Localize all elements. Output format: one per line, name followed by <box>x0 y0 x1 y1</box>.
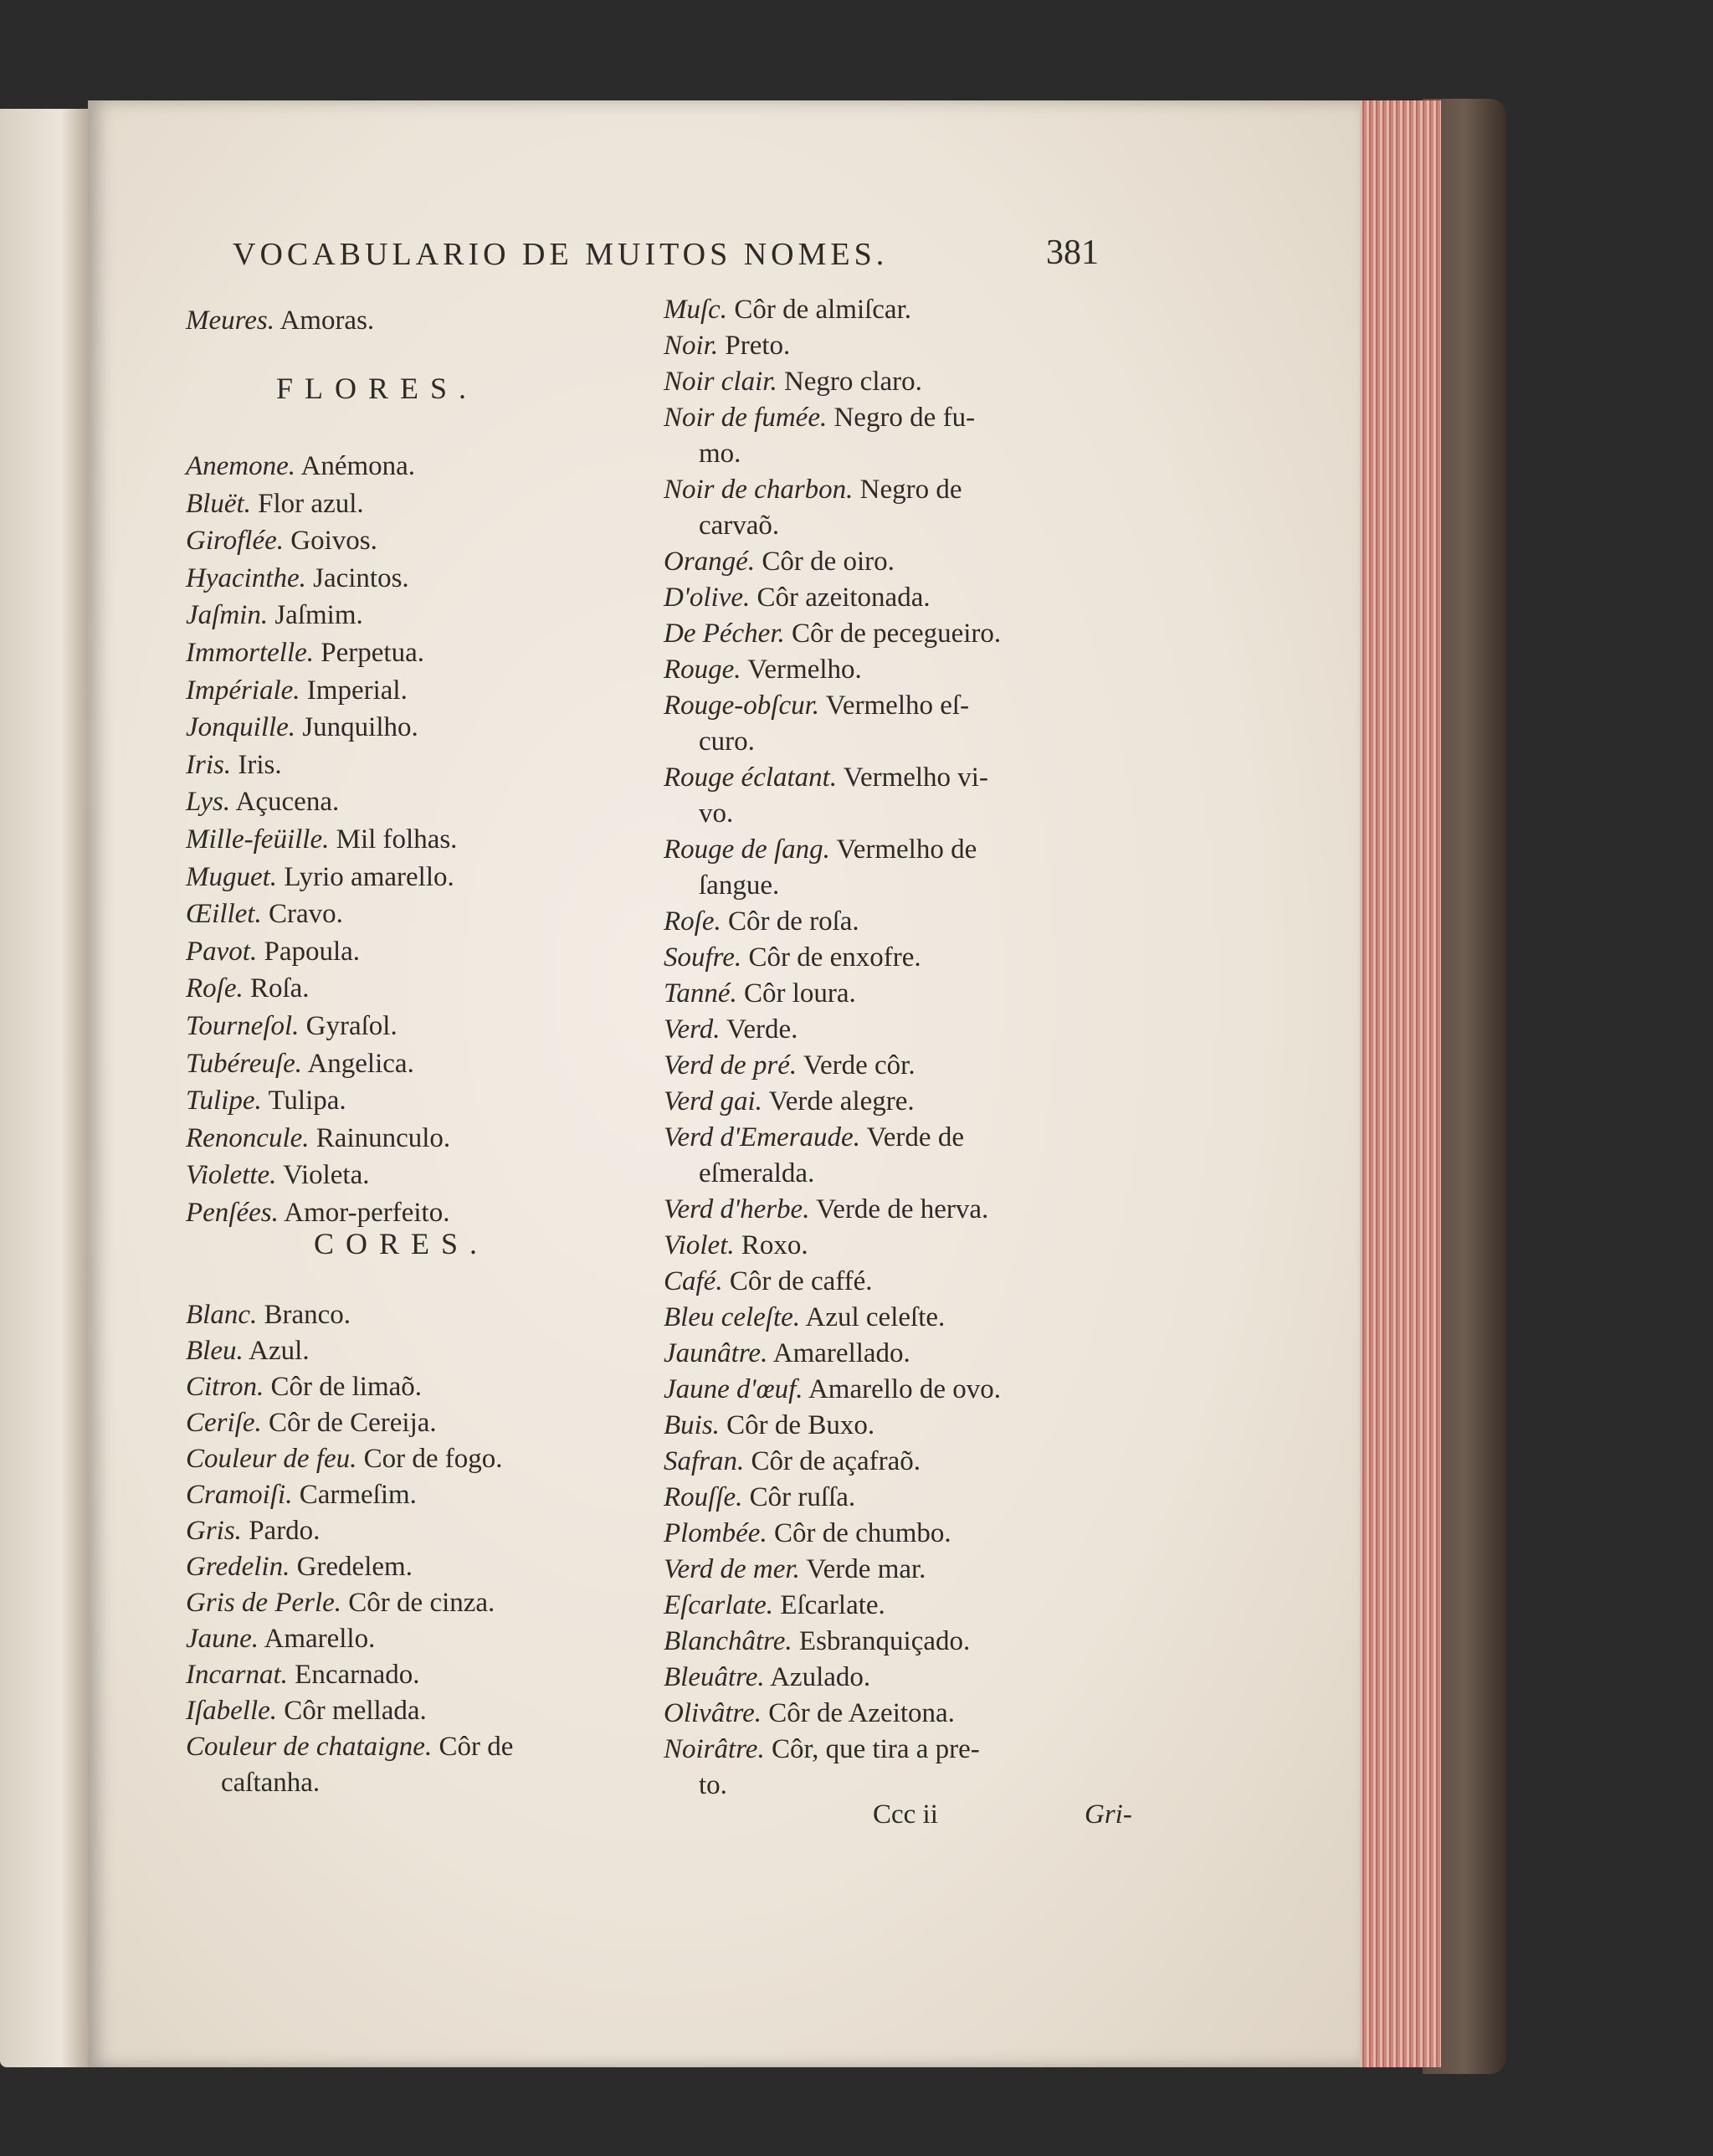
portuguese-translation: Amarello. <box>264 1624 376 1654</box>
vocabulary-entry <box>664 760 1001 796</box>
portuguese-translation: Cravo. <box>268 899 343 930</box>
vocabulary-entry <box>186 1297 513 1333</box>
french-term: Impériale. <box>186 675 300 706</box>
french-term: Muguet. <box>186 861 278 892</box>
portuguese-translation: Verde côr. <box>803 1050 915 1081</box>
vocabulary-entry <box>664 652 1001 688</box>
french-term: Noir de fumée. <box>664 403 828 433</box>
entry-continuation: vo. <box>699 798 734 829</box>
french-term: Bleu celeſte. <box>664 1302 801 1332</box>
french-term: Couleur de feu. <box>186 1444 357 1474</box>
french-term: Gris. <box>186 1516 242 1546</box>
portuguese-translation: Eſcarlate. <box>780 1590 885 1620</box>
vocabulary-entry <box>664 1192 1001 1228</box>
portuguese-translation: Côr de limaõ. <box>270 1372 423 1402</box>
portuguese-translation: Vermelho de <box>836 834 977 865</box>
portuguese-translation: Rainunculo. <box>315 1122 451 1153</box>
vocabulary-entry <box>664 1516 1001 1552</box>
page-fore-edge <box>1357 100 1441 2067</box>
vocabulary-entry <box>186 1621 513 1657</box>
portuguese-translation: Côr de enxofre. <box>748 942 921 973</box>
portuguese-translation: Côr ruſſa. <box>749 1482 856 1512</box>
vocabulary-entry <box>186 1477 513 1513</box>
french-term: Jaunâtre. <box>664 1338 768 1368</box>
portuguese-translation: Roxo. <box>741 1230 808 1260</box>
french-term: Violet. <box>664 1230 735 1260</box>
french-term: Safran. <box>664 1446 745 1476</box>
french-term: Pavot. <box>186 936 258 967</box>
vocabulary-entry <box>186 597 457 634</box>
french-term: Bluët. <box>186 488 251 519</box>
portuguese-translation: Açucena. <box>235 787 340 818</box>
french-term: Ceriſe. <box>186 1408 262 1438</box>
portuguese-translation: Azulado. <box>770 1662 871 1692</box>
portuguese-translation: Flor azul. <box>258 488 364 519</box>
vocabulary-entry <box>186 522 457 560</box>
portuguese-translation: Carmeſim. <box>299 1480 417 1510</box>
portuguese-translation: Amor-perfeito. <box>284 1197 450 1228</box>
portuguese-translation: Esbranquiçado. <box>798 1626 971 1656</box>
french-term: Café. <box>664 1266 723 1296</box>
french-term: Bleuâtre. <box>664 1662 765 1692</box>
vocabulary-entry <box>664 976 1001 1012</box>
french-term: Immortelle. <box>186 637 315 668</box>
entry-continuation: carvaõ. <box>699 511 780 541</box>
french-term: Blanc. <box>186 1300 258 1330</box>
portuguese-translation: Negro de <box>859 475 962 505</box>
portuguese-translation: Lyrio amarello. <box>284 861 454 892</box>
french-term: Lys. <box>186 787 231 818</box>
french-term: Cramoiſi. <box>186 1480 293 1510</box>
portuguese-translation: Iris. <box>238 749 282 780</box>
french-term: Jaune d'œuf. <box>664 1374 803 1404</box>
vocabulary-entry <box>186 1008 457 1045</box>
vocabulary-entry <box>186 896 457 933</box>
vocabulary-entry <box>664 1588 1001 1624</box>
vocabulary-entry <box>664 472 1001 508</box>
french-term: Noir clair. <box>664 367 777 397</box>
portuguese-translation: Negro claro. <box>783 367 922 397</box>
french-term: Noir de charbon. <box>664 475 854 505</box>
vocabulary-entry <box>664 688 1001 724</box>
french-term: Noir. <box>664 331 719 361</box>
french-term: Noirâtre. <box>664 1734 765 1764</box>
portuguese-translation: Vermelho vi- <box>843 762 988 793</box>
cores-list <box>186 1297 513 1801</box>
vocabulary-entry <box>664 1696 1001 1732</box>
portuguese-translation: Junquilho. <box>302 712 418 743</box>
vocabulary-entry <box>186 1157 457 1194</box>
french-term: Anemone. <box>186 451 296 481</box>
vocabulary-entry <box>664 1012 1001 1048</box>
french-term: Penſées. <box>186 1197 279 1228</box>
vocabulary-entry <box>664 580 1001 616</box>
french-term: Mille-feüille. <box>186 824 330 855</box>
vocabulary-entry <box>664 616 1001 652</box>
portuguese-translation: Encarnado. <box>295 1660 420 1690</box>
vocabulary-entry <box>186 560 457 598</box>
vocabulary-entry <box>186 859 457 896</box>
french-term: Hyacinthe. <box>186 562 306 593</box>
portuguese-translation: Verde mar. <box>806 1554 926 1584</box>
french-term: Rouge de ſang. <box>664 834 830 865</box>
vocabulary-entry <box>186 1405 513 1441</box>
vocabulary-entry <box>186 1693 513 1729</box>
entry-continuation: ſangue. <box>699 870 780 901</box>
french-term: Verd. <box>664 1014 721 1045</box>
portuguese-translation: Violeta. <box>283 1160 370 1191</box>
entry-continuation: caſtanha. <box>221 1768 321 1798</box>
vocabulary-entry <box>186 1369 513 1405</box>
vocabulary-entry <box>664 1480 1001 1516</box>
vocabulary-entry <box>664 1048 1001 1084</box>
portuguese-translation: Amarello de ovo. <box>808 1374 1001 1404</box>
portuguese-translation: Verde. <box>726 1014 798 1045</box>
vocabulary-entry <box>186 1082 457 1120</box>
french-term: Gredelin. <box>186 1552 290 1582</box>
portuguese-translation: Roſa. <box>249 973 310 1004</box>
portuguese-translation: Branco. <box>264 1300 351 1330</box>
portuguese-translation: Verde de <box>866 1122 964 1152</box>
portuguese-translation: Jacintos. <box>313 562 409 593</box>
portuguese-translation: Côr azeitonada. <box>756 583 931 613</box>
portuguese-translation: Côr de Buxo. <box>726 1410 875 1440</box>
vocabulary-entry <box>186 1513 513 1549</box>
vocabulary-entry <box>664 1552 1001 1588</box>
french-term: Roſe. <box>186 973 244 1004</box>
portuguese-translation: Preto. <box>725 331 791 361</box>
portuguese-translation: Côr de oiro. <box>762 547 895 577</box>
french-term: Rouge. <box>664 654 741 685</box>
vocabulary-entry <box>186 1549 513 1585</box>
portuguese-translation: Angelica. <box>307 1048 414 1079</box>
vocabulary-entry <box>664 1228 1001 1264</box>
portuguese-translation: Côr de pecegueiro. <box>792 619 1002 649</box>
vocabulary-entry <box>664 292 1001 328</box>
portuguese-translation: Azul. <box>249 1336 310 1366</box>
portuguese-translation: Tulipa. <box>268 1086 346 1116</box>
portuguese-translation: Vermelho eſ- <box>825 690 970 721</box>
vocabulary-entry <box>664 1408 1001 1444</box>
vocabulary-entry <box>664 400 1001 436</box>
french-term: Tubéreuſe. <box>186 1048 303 1079</box>
cores-heading: CORES. <box>314 1227 490 1260</box>
french-term: Verd d'Emeraude. <box>664 1122 860 1152</box>
vocabulary-entry <box>186 783 457 821</box>
vocabulary-entry <box>664 904 1001 940</box>
entry-continuation: curo. <box>699 726 755 757</box>
french-term: Buis. <box>664 1410 720 1440</box>
vocabulary-entry <box>664 1732 1001 1768</box>
french-term: Renoncule. <box>186 1122 310 1153</box>
vocabulary-entry <box>664 1336 1001 1372</box>
vocabulary-entry <box>186 1729 513 1765</box>
portuguese-translation: Côr de Azeitona. <box>768 1698 955 1728</box>
vocabulary-entry <box>186 821 457 859</box>
catchword: Gri- <box>1085 1799 1132 1830</box>
left-intro <box>186 303 374 339</box>
french-term: Verd de mer. <box>664 1554 800 1584</box>
vocabulary-entry <box>664 544 1001 580</box>
portuguese-translation: Cor de fogo. <box>363 1444 503 1474</box>
french-term: Iſabelle. <box>186 1696 278 1726</box>
portuguese-translation: Amoras. <box>280 305 375 336</box>
portuguese-translation: Verde de herva. <box>816 1194 989 1224</box>
vocabulary-entry <box>186 634 457 672</box>
french-term: Muſc. <box>664 295 728 325</box>
vocabulary-entry <box>186 1441 513 1477</box>
vocabulary-entry <box>664 1120 1001 1156</box>
page-number: 381 <box>1046 234 1099 272</box>
french-term: Olivâtre. <box>664 1698 762 1728</box>
french-term: Verd gai. <box>664 1086 762 1116</box>
running-head: VOCABULARIO DE MUITOS NOMES. <box>233 237 889 272</box>
vocabulary-entry <box>664 832 1001 868</box>
french-term: D'olive. <box>664 583 751 613</box>
french-term: Jonquille. <box>186 712 296 743</box>
vocabulary-entry <box>186 1585 513 1621</box>
vocabulary-entry <box>186 303 374 339</box>
portuguese-translation: Côr mellada. <box>284 1696 427 1726</box>
portuguese-translation: Côr loura. <box>743 978 856 1009</box>
vocabulary-entry <box>664 328 1001 364</box>
french-term: Rouſſe. <box>664 1482 743 1512</box>
french-term: Blanchâtre. <box>664 1626 792 1656</box>
portuguese-translation: Mil folhas. <box>336 824 458 855</box>
french-term: Eſcarlate. <box>664 1590 774 1620</box>
vocabulary-entry <box>186 1120 457 1158</box>
vocabulary-entry <box>664 364 1001 400</box>
vocabulary-entry <box>186 1045 457 1083</box>
vocabulary-entry <box>664 1084 1001 1120</box>
french-term: Violette. <box>186 1160 277 1191</box>
french-term: Rouge-obſcur. <box>664 690 820 721</box>
french-term: Tanné. <box>664 978 737 1009</box>
portuguese-translation: Anémona. <box>300 451 416 481</box>
vocabulary-entry <box>664 1264 1001 1300</box>
portuguese-translation: Jaſmim. <box>274 600 363 631</box>
french-term: Couleur de chataigne. <box>186 1732 433 1762</box>
portuguese-translation: Côr de caffé. <box>729 1266 873 1296</box>
portuguese-translation: Imperial. <box>306 675 408 706</box>
portuguese-translation: Azul celeſte. <box>805 1302 946 1332</box>
portuguese-translation: Côr de Cereija. <box>268 1408 437 1438</box>
vocabulary-entry <box>186 672 457 710</box>
portuguese-translation: Perpetua. <box>321 637 424 668</box>
entry-continuation: to. <box>699 1770 727 1800</box>
french-term: Bleu. <box>186 1336 244 1366</box>
french-term: Gris de Perle. <box>186 1588 342 1618</box>
vocabulary-entry <box>186 485 457 523</box>
flores-list <box>186 448 457 1231</box>
entry-continuation: eſmeralda. <box>699 1158 815 1188</box>
vocabulary-entry <box>186 970 457 1008</box>
flores-heading: FLORES. <box>276 372 479 405</box>
portuguese-translation: Côr de açafraõ. <box>751 1446 921 1476</box>
vocabulary-entry <box>664 1300 1001 1336</box>
portuguese-translation: Côr de roſa. <box>727 906 859 937</box>
french-term: Iris. <box>186 749 232 780</box>
portuguese-translation: Côr de almiſcar. <box>734 295 911 325</box>
french-term: Jaſmin. <box>186 600 269 631</box>
portuguese-translation: Papoula. <box>264 936 361 967</box>
entry-continuation: mo. <box>699 439 741 469</box>
portuguese-translation: Goivos. <box>290 526 377 557</box>
vocabulary-entry <box>186 448 457 485</box>
signature-mark: Ccc ii <box>873 1799 938 1830</box>
vocabulary-entry <box>664 940 1001 976</box>
french-term: Incarnat. <box>186 1660 288 1690</box>
french-term: Orangé. <box>664 547 756 577</box>
french-term: Soufre. <box>664 942 742 973</box>
french-term: Meures. <box>186 305 274 336</box>
portuguese-translation: Côr de chumbo. <box>773 1518 951 1548</box>
portuguese-translation: Vermelho. <box>747 654 862 685</box>
portuguese-translation: Amarellado. <box>772 1338 910 1368</box>
portuguese-translation: Verde alegre. <box>768 1086 915 1116</box>
vocabulary-entry <box>186 709 457 747</box>
vocabulary-entry <box>664 1624 1001 1660</box>
portuguese-translation: Côr, que tira a pre- <box>771 1734 980 1764</box>
vocabulary-entry <box>664 1660 1001 1696</box>
french-term: Roſe. <box>664 906 721 937</box>
vocabulary-entry <box>186 1657 513 1693</box>
french-term: Tourneſol. <box>186 1010 300 1041</box>
french-term: Plombée. <box>664 1518 767 1548</box>
vocabulary-entry <box>664 1372 1001 1408</box>
french-term: Verd de pré. <box>664 1050 798 1081</box>
french-term: Citron. <box>186 1372 264 1402</box>
french-term: De Pécher. <box>664 619 785 649</box>
vocabulary-entry <box>186 1333 513 1369</box>
portuguese-translation: Gredelem. <box>296 1552 413 1582</box>
portuguese-translation: Gyraſol. <box>305 1010 397 1041</box>
portuguese-translation: Negro de fu- <box>833 403 976 433</box>
french-term: Œillet. <box>186 899 262 930</box>
portuguese-translation: Pardo. <box>249 1516 321 1546</box>
french-term: Giroflée. <box>186 526 284 557</box>
vocabulary-entry <box>186 933 457 971</box>
vocabulary-entry <box>664 1444 1001 1480</box>
french-term: Rouge éclatant. <box>664 762 838 793</box>
right-column-list <box>664 292 1001 1804</box>
vocabulary-entry <box>186 747 457 784</box>
french-term: Jaune. <box>186 1624 259 1654</box>
french-term: Tulipe. <box>186 1086 262 1116</box>
portuguese-translation: Côr de cinza. <box>348 1588 495 1618</box>
facing-page-edge <box>0 109 88 2067</box>
portuguese-translation: Côr de <box>439 1732 514 1762</box>
french-term: Verd d'herbe. <box>664 1194 810 1224</box>
